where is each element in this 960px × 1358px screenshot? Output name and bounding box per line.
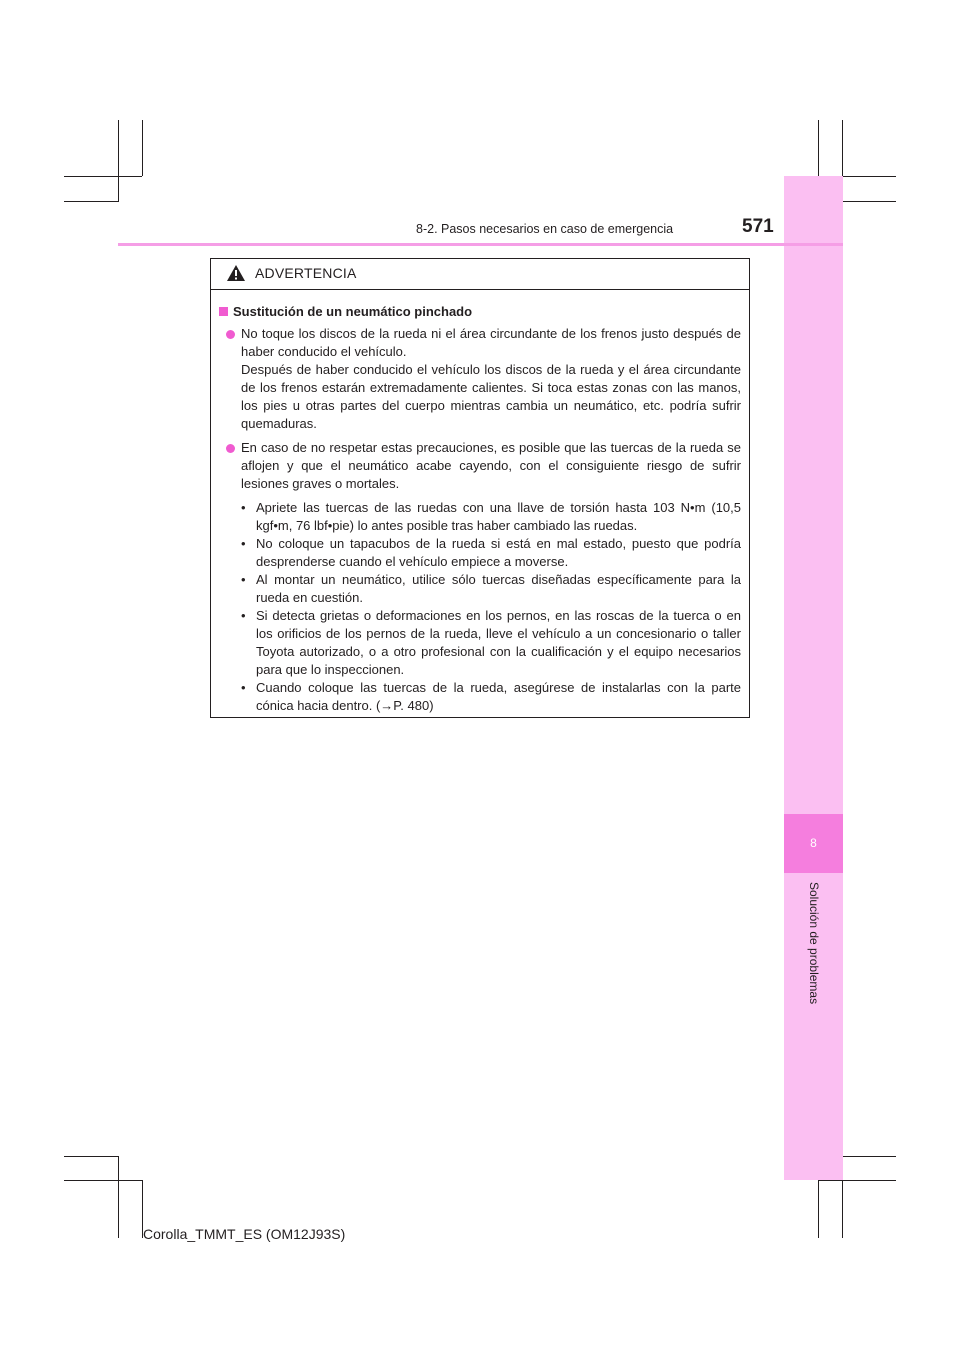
list-item [241,499,741,535]
crop-mark [818,1180,819,1238]
header-rule [118,243,843,246]
bullet-text: Después de haber conducido el vehículo los discos de la rueda y el área circundante de los frenos estarán extremadamente calientes. Si toca estas zonas con las manos, los pies u otras partes del cuerpo mientras cambia un neumático, etc. podría sufrir quemaduras. [241,362,741,431]
crop-mark [64,1156,118,1157]
circle-bullet-icon [226,330,235,339]
warning-triangle-icon [226,264,246,282]
warning-body [211,290,749,715]
sub-bullet-text: Apriete las tuercas de las ruedas con una llave de torsión hasta 103 N•m (10,5 kgf•m, 76 lbf•pie) lo antes posible tras haber cambiado las ruedas. [256,500,741,533]
sub-bullet-text: Si detecta grietas o deformaciones en los pernos, en las roscas de la tuerca o en los orificios de los pernos de la rueda, lleve el vehículo a un concesionario o taller Toyota autorizado, o a otro profesional con la cualificación y el equipo necesarios para que lo inspeccionen. [256,608,741,677]
dot-bullet-icon: • [241,572,246,587]
bullet-text: No toque los discos de la rueda ni el área circundante de los frenos justo después de haber conducido el vehículo. [241,326,741,359]
list-item [219,325,741,433]
bullet-text: En caso de no respetar estas precauciones, es posible que las tuercas de la rueda se aflojen y que el neumático acabe cayendo, con el consiguiente riesgo de sufrir lesiones graves o mortales. [241,440,741,491]
sub-bullet-text: Al montar un neumático, utilice sólo tuercas diseñadas específicamente para la rueda en cuestión. [256,572,741,605]
dot-bullet-icon: • [241,500,246,515]
crop-mark [842,1156,896,1157]
sub-bullet-text: No coloque un tapacubos de la rueda si está en mal estado, puesto que podría desprenderse cuando el vehículo empiece a moverse. [256,536,741,569]
list-item [241,571,741,607]
sub-bullet-text: Cuando coloque las tuercas de la rueda, asegúrese de instalarlas con la parte cónica hacia dentro. (→P. 480) [256,680,741,713]
dot-bullet-icon: • [241,680,246,695]
sub-list [219,499,741,715]
list-item [241,607,741,679]
crop-mark [842,201,896,202]
crop-mark [64,201,118,202]
warning-title: ADVERTENCIA [255,265,357,281]
warning-heading [219,303,741,321]
crop-mark [818,1180,896,1181]
crop-mark [64,176,142,177]
circle-bullet-icon [226,444,235,453]
list-item [241,535,741,571]
crop-mark [142,120,143,176]
list-item [241,679,741,715]
chapter-side-tab [784,176,843,1180]
warning-heading-text: Sustitución de un neumático pinchado [233,304,473,319]
list-item [219,439,741,493]
crop-mark [118,120,119,202]
dot-bullet-icon: • [241,536,246,551]
footer-model-code: Corolla_TMMT_ES (OM12J93S) [143,1226,346,1242]
chapter-number: 8 [784,814,843,873]
crop-mark [118,1156,119,1238]
dot-bullet-icon: • [241,608,246,623]
warning-box [210,258,750,718]
square-bullet-icon [219,307,228,316]
crop-mark [842,120,843,176]
chapter-label: Solución de problemas [807,882,821,1005]
crop-mark [64,1180,142,1181]
warning-header [211,259,749,290]
section-title: 8-2. Pasos necesarios en caso de emergencia [416,222,674,236]
page-number: 571 [742,216,774,237]
